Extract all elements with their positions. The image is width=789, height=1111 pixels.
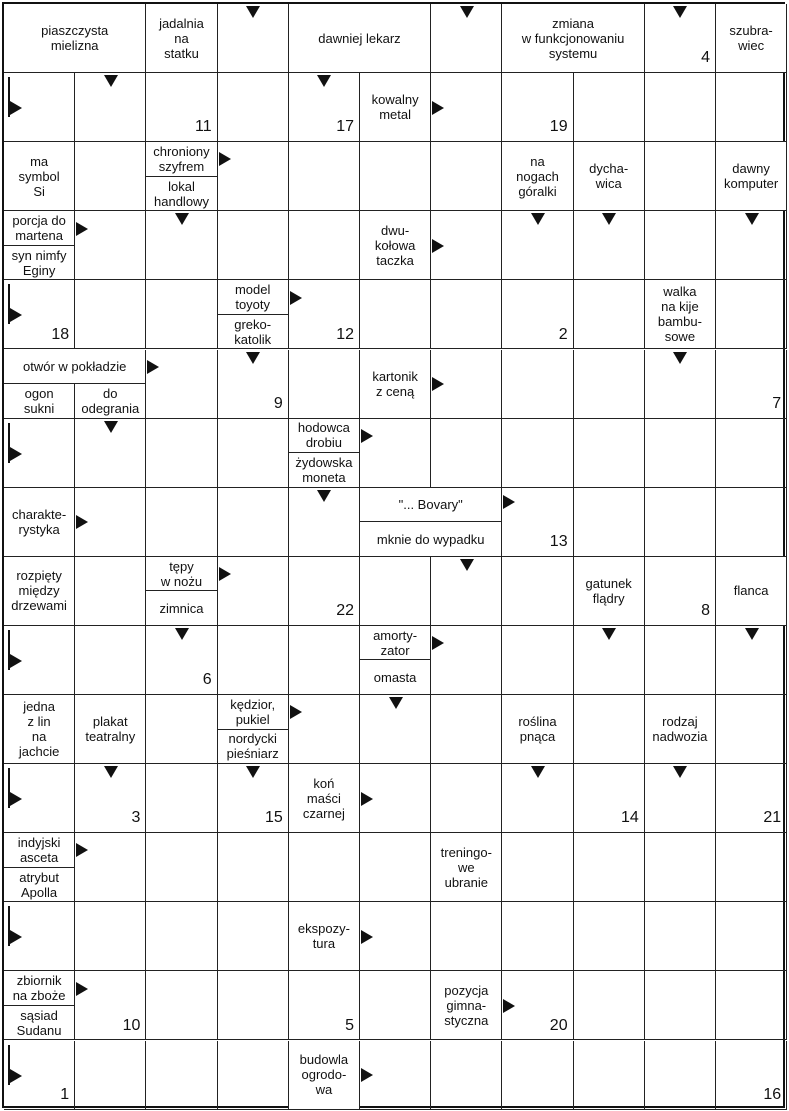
clue-text: walka na kije bambu- sowe — [657, 284, 702, 345]
clue-text: nordycki pieśniarz — [218, 729, 288, 764]
clue-text: szubra- wiec — [729, 23, 773, 54]
grid-cell[interactable] — [218, 419, 289, 488]
down-arrow-icon — [745, 628, 759, 640]
clue-cell — [574, 557, 645, 626]
down-arrow-icon — [246, 352, 260, 364]
clue-cell — [146, 142, 217, 211]
grid-cell[interactable] — [431, 142, 502, 211]
grid-cell[interactable] — [218, 626, 289, 695]
answer-number-label: 10 — [122, 1016, 141, 1034]
clue-cell — [4, 971, 75, 1040]
grid-cell[interactable] — [360, 142, 431, 211]
grid-cell[interactable] — [431, 695, 502, 764]
grid-cell[interactable] — [645, 73, 716, 142]
right-arrow-icon — [361, 792, 373, 806]
grid-cell[interactable] — [360, 971, 431, 1040]
grid-cell[interactable] — [360, 557, 431, 626]
down-arrow-icon — [460, 559, 474, 571]
clue-text: plakat teatralny — [85, 714, 136, 745]
clue-cell — [4, 833, 75, 902]
grid-cell[interactable] — [218, 73, 289, 142]
right-arrow-icon — [503, 999, 515, 1013]
right-arrow-icon — [361, 1068, 373, 1082]
grid-cell[interactable] — [502, 902, 573, 971]
answer-number-label: 4 — [701, 49, 710, 67]
flag-arrow-icon — [8, 423, 22, 463]
answer-number-label: 16 — [763, 1085, 782, 1103]
down-arrow-icon — [104, 75, 118, 87]
clue-text: treningo- we ubranie — [440, 844, 492, 890]
down-arrow-icon — [531, 766, 545, 778]
clue-text: ekspozy- tura — [297, 921, 350, 952]
clue-text: piaszczysta mielizna — [41, 23, 109, 54]
grid-cell[interactable] — [146, 902, 217, 971]
clue-text: "... Bovary" — [398, 496, 463, 512]
clue-cell — [574, 142, 645, 211]
clue-cell — [4, 384, 75, 419]
down-arrow-icon — [673, 6, 687, 18]
clue-text: zmiana w funkcjonowaniu systemu — [521, 15, 625, 61]
down-arrow-icon — [175, 213, 189, 225]
flag-arrow-icon — [8, 284, 22, 324]
grid-cell[interactable] — [716, 695, 787, 764]
grid-cell[interactable] — [645, 419, 716, 488]
grid-cell[interactable] — [716, 833, 787, 902]
grid-cell[interactable] — [574, 971, 645, 1040]
down-arrow-icon — [673, 766, 687, 778]
clue-cell — [289, 1041, 360, 1110]
flag-pennant — [10, 930, 22, 944]
clue-text: greko- katolik — [218, 314, 288, 349]
grid-cell[interactable] — [645, 833, 716, 902]
grid-cell[interactable] — [645, 902, 716, 971]
grid-cell[interactable] — [502, 1041, 573, 1110]
right-arrow-icon — [290, 291, 302, 305]
grid-cell[interactable] — [431, 764, 502, 833]
answer-number-label: 11 — [194, 118, 212, 136]
grid-cell[interactable] — [75, 280, 146, 349]
grid-cell[interactable] — [289, 350, 360, 419]
grid-cell[interactable] — [146, 971, 217, 1040]
grid-cell[interactable] — [289, 142, 360, 211]
clue-text: lokal handlowy — [146, 176, 216, 211]
down-arrow-icon — [317, 490, 331, 502]
down-arrow-icon — [673, 352, 687, 364]
grid-cell[interactable] — [574, 833, 645, 902]
grid-cell[interactable] — [716, 488, 787, 557]
clue-cell — [360, 73, 431, 142]
clue-cell — [289, 419, 360, 488]
right-arrow-icon — [361, 930, 373, 944]
grid-cell[interactable] — [75, 902, 146, 971]
answer-number-label: 2 — [558, 325, 568, 343]
grid-cell[interactable] — [289, 626, 360, 695]
flag-arrow-icon — [8, 77, 22, 117]
grid-cell[interactable] — [218, 488, 289, 557]
grid-cell[interactable] — [431, 419, 502, 488]
flag-arrow-icon — [8, 768, 22, 808]
clue-text: model toyoty — [234, 282, 271, 313]
clue-cell — [289, 4, 431, 73]
clue-cell — [4, 142, 75, 211]
clue-cell — [360, 626, 431, 695]
clue-text: dwu- kołowa taczka — [374, 222, 416, 268]
clue-cell — [289, 764, 360, 833]
grid-cell[interactable] — [146, 764, 217, 833]
grid-cell[interactable] — [146, 695, 217, 764]
right-arrow-icon — [76, 222, 88, 236]
clue-text: dawny komputer — [723, 161, 779, 192]
down-arrow-icon — [246, 766, 260, 778]
clue-cell — [146, 4, 217, 73]
clue-cell — [4, 4, 146, 73]
clue-cell — [645, 280, 716, 349]
clue-text: na nogach góralki — [516, 153, 559, 199]
grid-cell[interactable] — [75, 557, 146, 626]
clue-text: kartonik z ceną — [372, 368, 418, 399]
grid-cell[interactable] — [218, 971, 289, 1040]
answer-number-label: 19 — [549, 118, 568, 136]
grid-cell[interactable] — [502, 350, 573, 419]
grid-cell[interactable] — [360, 280, 431, 349]
grid-cell[interactable] — [75, 1041, 146, 1110]
answer-number-label: 6 — [202, 671, 212, 688]
down-arrow-icon — [104, 766, 118, 778]
answer-number-label: 13 — [549, 532, 568, 550]
clue-cell — [4, 557, 75, 626]
grid-cell[interactable] — [574, 419, 645, 488]
clue-cell — [360, 211, 431, 280]
grid-cell[interactable] — [218, 211, 289, 280]
grid-cell[interactable] — [146, 488, 217, 557]
grid-cell[interactable] — [645, 211, 716, 280]
clue-text: ma symbol Si — [18, 153, 60, 199]
clue-text: syn nimfy Eginy — [4, 245, 74, 280]
grid-cell[interactable] — [645, 971, 716, 1040]
clue-text: kędzior, pukiel — [230, 696, 276, 727]
clue-text: roślina pnąca — [518, 714, 557, 745]
answer-number-label: 15 — [265, 809, 283, 827]
clue-cell — [502, 695, 573, 764]
answer-number-label: 14 — [621, 809, 639, 827]
clue-text: atrybut Apolla — [4, 867, 74, 902]
grid-cell[interactable] — [574, 488, 645, 557]
right-arrow-icon — [76, 515, 88, 529]
grid-cell[interactable] — [574, 695, 645, 764]
down-arrow-icon — [317, 75, 331, 87]
clue-text: do odegrania — [81, 385, 140, 416]
clue-cell — [4, 350, 146, 385]
clue-text: koń maści czarnej — [302, 775, 345, 821]
clue-text: amorty- zator — [373, 627, 418, 658]
flag-pennant — [10, 654, 22, 668]
grid-cell[interactable] — [146, 833, 217, 902]
flag-pennant — [10, 1069, 22, 1083]
answer-number-label: 20 — [549, 1016, 568, 1034]
clue-cell — [4, 211, 75, 280]
grid-cell[interactable] — [75, 626, 146, 695]
down-arrow-icon — [602, 213, 616, 225]
flag-pennant — [10, 792, 22, 806]
down-arrow-icon — [531, 213, 545, 225]
right-arrow-icon — [76, 843, 88, 857]
grid-cell[interactable] — [218, 833, 289, 902]
grid-cell[interactable] — [716, 280, 787, 349]
grid-cell[interactable] — [360, 833, 431, 902]
grid-cell[interactable] — [645, 1041, 716, 1110]
grid-cell[interactable] — [218, 902, 289, 971]
clue-text: zimnica — [146, 590, 216, 625]
flag-pennant — [10, 308, 22, 322]
clue-text: charakte- rystyka — [11, 506, 67, 537]
clue-cell — [431, 833, 502, 902]
right-arrow-icon — [432, 239, 444, 253]
clue-text: gatunek flądry — [585, 575, 632, 606]
crossword-grid — [2, 2, 785, 1108]
clue-text: ogon sukni — [23, 385, 55, 416]
answer-number-label: 21 — [763, 809, 782, 827]
clue-cell — [360, 350, 431, 419]
clue-cell — [218, 280, 289, 349]
clue-text: mknie do wypadku — [360, 521, 501, 556]
clue-text: indyjski asceta — [17, 834, 61, 865]
answer-number-label: 17 — [336, 118, 354, 136]
down-arrow-icon — [175, 628, 189, 640]
answer-number-label: 12 — [336, 325, 354, 343]
grid-cell[interactable] — [431, 280, 502, 349]
grid-cell[interactable] — [716, 73, 787, 142]
clue-cell — [502, 142, 573, 211]
grid-cell[interactable] — [716, 419, 787, 488]
right-arrow-icon — [361, 429, 373, 443]
answer-number-label: 18 — [51, 325, 70, 343]
right-arrow-icon — [219, 567, 231, 581]
grid-cell[interactable] — [574, 902, 645, 971]
flag-arrow-icon — [8, 630, 22, 670]
right-arrow-icon — [503, 495, 515, 509]
right-arrow-icon — [76, 982, 88, 996]
clue-text: dawniej lekarz — [318, 30, 401, 46]
grid-cell[interactable] — [645, 142, 716, 211]
clue-text: rozpięty między drzewami — [11, 568, 67, 614]
clue-cell — [146, 557, 217, 626]
grid-cell[interactable] — [75, 142, 146, 211]
down-arrow-icon — [389, 697, 403, 709]
grid-cell[interactable] — [502, 833, 573, 902]
clue-text: hodowca drobiu — [297, 420, 350, 451]
clue-cell — [645, 695, 716, 764]
grid-cell[interactable] — [502, 557, 573, 626]
clue-text: zbiornik na zboże — [12, 973, 66, 1004]
grid-cell[interactable] — [574, 73, 645, 142]
clue-cell — [716, 142, 787, 211]
answer-number-label: 22 — [336, 601, 354, 619]
right-arrow-icon — [219, 152, 231, 166]
grid-cell[interactable] — [574, 1041, 645, 1110]
clue-text: pozycja gimna- styczna — [444, 982, 489, 1028]
grid-cell[interactable] — [146, 419, 217, 488]
clue-text: porcja do martena — [12, 213, 66, 244]
flag-pennant — [10, 447, 22, 461]
clue-cell — [75, 384, 146, 419]
grid-cell[interactable] — [146, 1041, 217, 1110]
right-arrow-icon — [147, 360, 159, 374]
clue-text: flanca — [733, 583, 769, 599]
clue-text: jadalnia na statku — [159, 15, 204, 61]
clue-cell — [716, 4, 787, 73]
clue-cell — [75, 695, 146, 764]
answer-number-label: 1 — [60, 1085, 70, 1103]
grid-cell[interactable] — [716, 902, 787, 971]
clue-cell — [289, 902, 360, 971]
flag-arrow-icon — [8, 1045, 22, 1085]
grid-cell[interactable] — [289, 211, 360, 280]
grid-cell[interactable] — [574, 350, 645, 419]
clue-cell — [716, 557, 787, 626]
down-arrow-icon — [745, 213, 759, 225]
clue-text: sąsiad Sudanu — [4, 1005, 74, 1040]
right-arrow-icon — [290, 705, 302, 719]
down-arrow-icon — [460, 6, 474, 18]
clue-text: rodzaj nadwozia — [652, 714, 708, 745]
clue-text: chroniony szyfrem — [153, 143, 210, 174]
answer-number-label: 3 — [131, 809, 141, 827]
clue-text: budowla ogrodo- wa — [299, 1052, 349, 1098]
grid-cell[interactable] — [218, 1041, 289, 1110]
clue-cell — [502, 4, 644, 73]
answer-number-label: 9 — [273, 394, 283, 412]
right-arrow-icon — [432, 636, 444, 650]
flag-pennant — [10, 101, 22, 115]
right-arrow-icon — [432, 377, 444, 391]
down-arrow-icon — [246, 6, 260, 18]
answer-number-label: 8 — [701, 601, 710, 619]
clue-cell — [360, 488, 502, 557]
grid-cell[interactable] — [431, 902, 502, 971]
right-arrow-icon — [432, 101, 444, 115]
grid-cell[interactable] — [502, 419, 573, 488]
grid-cell[interactable] — [716, 971, 787, 1040]
clue-cell — [431, 971, 502, 1040]
flag-arrow-icon — [8, 906, 22, 946]
clue-text: jedna z lin na jachcie — [18, 699, 60, 760]
down-arrow-icon — [602, 628, 616, 640]
grid-cell[interactable] — [289, 833, 360, 902]
clue-text: omasta — [360, 659, 430, 694]
clue-text: otwór w pokładzie — [23, 358, 127, 374]
down-arrow-icon — [104, 421, 118, 433]
clue-text: kowalny metal — [371, 92, 419, 123]
clue-cell — [4, 695, 75, 764]
grid-cell[interactable] — [502, 626, 573, 695]
clue-cell — [218, 695, 289, 764]
clue-cell — [4, 488, 75, 557]
clue-text: tępy w nożu — [160, 558, 203, 589]
clue-text: dycha- wica — [589, 161, 629, 192]
grid-cell[interactable] — [645, 626, 716, 695]
grid-cell[interactable] — [645, 488, 716, 557]
answer-number-label: 5 — [345, 1016, 354, 1034]
grid-cell[interactable] — [146, 280, 217, 349]
grid-cell[interactable] — [431, 1041, 502, 1110]
clue-text: żydowska moneta — [289, 452, 359, 487]
grid-cell[interactable] — [574, 280, 645, 349]
answer-number-label: 7 — [772, 394, 782, 412]
